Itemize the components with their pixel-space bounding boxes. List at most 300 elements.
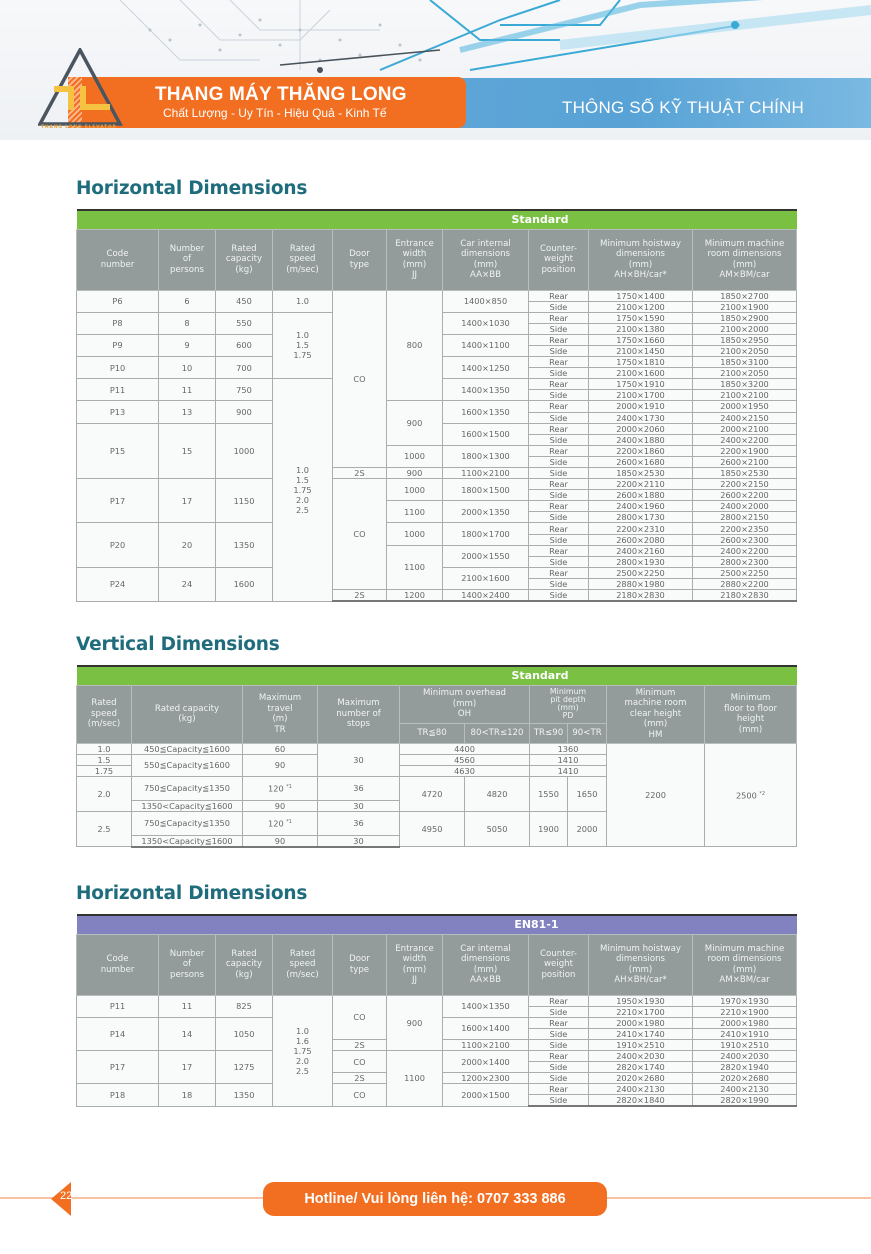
hoistway-cell: 2820×1840: [589, 1095, 693, 1107]
col-pit-over90: 90<TR: [568, 723, 607, 743]
hoistway-cell: 2200×2110: [589, 479, 693, 490]
hoistway-cell: 2410×1740: [589, 1028, 693, 1039]
persons-cell: 13: [159, 401, 216, 423]
counterweight-cell: Side: [529, 1095, 589, 1107]
table-header-row: [77, 229, 797, 290]
counterweight-cell: Rear: [529, 445, 589, 456]
logo-icon: [38, 48, 123, 128]
vertical-dimensions-title: Vertical Dimensions: [76, 634, 280, 655]
counterweight-cell: Side: [529, 412, 589, 423]
floor-height-cell: [705, 743, 797, 847]
machine-height-cell: 2200: [607, 743, 705, 847]
persons-cell: 10: [159, 357, 216, 379]
stops-cell: 30: [318, 743, 400, 776]
hoistway-cell: 2000×1980: [589, 1017, 693, 1028]
code-cell: P13: [77, 401, 159, 423]
door-type-cell: 2S: [333, 1039, 387, 1050]
door-type-cell: 2S: [333, 468, 387, 479]
counterweight-cell: Side: [529, 1039, 589, 1050]
horizontal-dimensions-title: Horizontal Dimensions: [76, 178, 308, 199]
car-dims-cell: 2000×1550: [443, 545, 529, 567]
hoistway-cell: 2000×1910: [589, 401, 693, 412]
speed-cell: 1.0 1.5 1.75 2.0 2.5: [273, 379, 333, 601]
machine-room-cell: 1850×2900: [693, 312, 797, 323]
capacity-cell: 1350<Capacity≦1600: [132, 800, 243, 811]
persons-cell: 20: [159, 523, 216, 567]
page-number: 22: [60, 1190, 73, 1202]
hoistway-cell: 1750×1910: [589, 379, 693, 390]
car-dims-cell: 1600×1350: [443, 401, 529, 423]
col-travel: Maximum travel (m) TR: [243, 685, 318, 743]
hoistway-cell: 2400×2130: [589, 1084, 693, 1095]
capacity-cell: 1050: [216, 1017, 273, 1050]
code-cell: P6: [77, 290, 159, 312]
car-dims-cell: 1600×1500: [443, 423, 529, 445]
machine-room-cell: 2880×2200: [693, 578, 797, 589]
machine-room-cell: 2200×2350: [693, 523, 797, 534]
col-entrance: Entrance width (mm) JJ: [387, 229, 443, 290]
hoistway-cell: 1950×1930: [589, 995, 693, 1006]
machine-room-cell: 2800×2300: [693, 556, 797, 567]
machine-room-cell: 2600×2100: [693, 456, 797, 467]
hoistway-cell: 1910×2510: [589, 1039, 693, 1050]
counterweight-cell: Side: [529, 434, 589, 445]
overhead-cell: 4630: [400, 765, 530, 776]
code-cell: P10: [77, 357, 159, 379]
machine-room-cell: 1850×3100: [693, 357, 797, 368]
col-pit-depth: Minimum pit depth (mm) PD: [530, 685, 607, 723]
machine-room-cell: 2100×1900: [693, 301, 797, 312]
hoistway-cell: 2200×1860: [589, 445, 693, 456]
car-dims-cell: 1400×1250: [443, 357, 529, 379]
hoistway-cell: 2400×2160: [589, 545, 693, 556]
machine-room-cell: 2200×2150: [693, 479, 797, 490]
col-floor-height: Minimum floor to floor height (mm): [705, 685, 797, 743]
machine-room-cell: 2400×2000: [693, 501, 797, 512]
entrance-width-cell: 800: [387, 290, 443, 401]
table-row: [77, 1050, 797, 1061]
code-cell: P11: [77, 995, 159, 1017]
counterweight-cell: Rear: [529, 1084, 589, 1095]
col-overhead: Minimum overhead (mm) OH: [400, 685, 530, 723]
hoistway-cell: 1750×1810: [589, 357, 693, 368]
counterweight-cell: Side: [529, 1028, 589, 1039]
hoistway-cell: 2400×2030: [589, 1050, 693, 1061]
hoistway-cell: 2600×2080: [589, 534, 693, 545]
capacity-cell: 1000: [216, 423, 273, 478]
horizontal-dimensions-en81-title: Horizontal Dimensions: [76, 883, 308, 904]
capacity-cell: 750≦Capacity≦1350: [132, 811, 243, 835]
machine-room-cell: 2100×2000: [693, 323, 797, 334]
page-header: [0, 0, 871, 140]
hoistway-cell: 2100×1600: [589, 368, 693, 379]
col-capacity: Rated capacity (kg): [132, 685, 243, 743]
travel-cell: [243, 776, 318, 800]
hoistway-cell: 2100×1700: [589, 390, 693, 401]
horizontal-standard-table: [76, 209, 797, 602]
machine-room-cell: 2000×1950: [693, 401, 797, 412]
col-door: Door type: [333, 934, 387, 995]
counterweight-cell: Side: [529, 512, 589, 523]
table-row: [77, 523, 797, 534]
machine-room-cell: 1850×2530: [693, 468, 797, 479]
counterweight-cell: Rear: [529, 1017, 589, 1028]
entrance-width-cell: 900: [387, 995, 443, 1050]
col-hoistway: Minimum hoistway dimensions (mm) AH×BH/car*: [589, 229, 693, 290]
travel-cell: 90: [243, 754, 318, 776]
machine-room-cell: 1910×2510: [693, 1039, 797, 1050]
overhead-cell: 4950: [400, 811, 465, 847]
counterweight-cell: Rear: [529, 479, 589, 490]
counterweight-cell: Rear: [529, 334, 589, 345]
car-dims-cell: 2100×1600: [443, 567, 529, 589]
hoistway-cell: 2180×2830: [589, 590, 693, 602]
col-speed: Rated speed (m/sec): [273, 934, 333, 995]
travel-cell: [243, 811, 318, 835]
door-type-cell: CO: [333, 290, 387, 468]
door-type-cell: CO: [333, 1050, 387, 1072]
code-cell: P18: [77, 1084, 159, 1107]
speed-cell: 1.0 1.6 1.75 2.0 2.5: [273, 995, 333, 1106]
entrance-width-cell: 1200: [387, 590, 443, 602]
hoistway-cell: 2800×1930: [589, 556, 693, 567]
machine-room-cell: 2180×2830: [693, 590, 797, 602]
counterweight-cell: Side: [529, 534, 589, 545]
machine-room-cell: 2000×2100: [693, 423, 797, 434]
entrance-width-cell: 1100: [387, 1050, 443, 1106]
col-machine-room: Minimum machine room dimensions (mm) AM×BM/car: [693, 229, 797, 290]
machine-room-cell: 2020×2680: [693, 1073, 797, 1084]
pit-cell: 1410: [530, 765, 607, 776]
door-type-cell: CO: [333, 479, 387, 590]
col-speed: Rated speed (m/sec): [273, 229, 333, 290]
counterweight-cell: Side: [529, 301, 589, 312]
machine-room-cell: 1850×2950: [693, 334, 797, 345]
hoistway-cell: 2100×1450: [589, 345, 693, 356]
counterweight-cell: Side: [529, 468, 589, 479]
hoistway-cell: 2600×1680: [589, 456, 693, 467]
col-hoistway: Minimum hoistway dimensions (mm) AH×BH/car*: [589, 934, 693, 995]
stops-cell: 36: [318, 776, 400, 800]
overhead-cell: 4720: [400, 776, 465, 811]
hoistway-cell: 2880×1980: [589, 578, 693, 589]
speed-cell: 1.0 1.5 1.75: [273, 312, 333, 379]
machine-room-cell: 2000×1980: [693, 1017, 797, 1028]
capacity-cell: 750≦Capacity≦1350: [132, 776, 243, 800]
speed-cell: 2.5: [77, 811, 132, 847]
car-dims-cell: 1400×1350: [443, 379, 529, 401]
table-band-standard: Standard: [77, 210, 797, 229]
speed-cell: 1.5: [77, 754, 132, 765]
machine-room-cell: 1970×1930: [693, 995, 797, 1006]
table-band-standard: Standard: [77, 666, 797, 685]
overhead-cell: 4400: [400, 743, 530, 754]
code-cell: P17: [77, 479, 159, 523]
stops-cell: 30: [318, 800, 400, 811]
door-type-cell: 2S: [333, 1073, 387, 1084]
machine-room-cell: 2200×1900: [693, 445, 797, 456]
car-dims-cell: 1100×2100: [443, 468, 529, 479]
speed-cell: 2.0: [77, 776, 132, 811]
col-persons: Number of persons: [159, 229, 216, 290]
machine-room-cell: 2820×1940: [693, 1062, 797, 1073]
col-entrance: Entrance width (mm) JJ: [387, 934, 443, 995]
persons-cell: 17: [159, 1050, 216, 1083]
machine-room-cell: 2400×2030: [693, 1050, 797, 1061]
counterweight-cell: Side: [529, 345, 589, 356]
hoistway-cell: 1750×1590: [589, 312, 693, 323]
machine-room-cell: 1850×2700: [693, 290, 797, 301]
capacity-cell: 1600: [216, 567, 273, 601]
horizontal-en81-table: [76, 914, 797, 1107]
counterweight-cell: Rear: [529, 423, 589, 434]
hoistway-cell: 2820×1740: [589, 1062, 693, 1073]
counterweight-cell: Side: [529, 323, 589, 334]
capacity-cell: 550: [216, 312, 273, 334]
overhead-cell: 4820: [465, 776, 530, 811]
pit-cell: 1650: [568, 776, 607, 811]
counterweight-cell: Rear: [529, 523, 589, 534]
counterweight-cell: Rear: [529, 995, 589, 1006]
counterweight-cell: Side: [529, 456, 589, 467]
counterweight-cell: Side: [529, 390, 589, 401]
car-dims-cell: 2000×1350: [443, 501, 529, 523]
entrance-width-cell: 1000: [387, 445, 443, 467]
car-dims-cell: 2000×1400: [443, 1050, 529, 1072]
persons-cell: 17: [159, 479, 216, 523]
entrance-width-cell: 1100: [387, 501, 443, 523]
speed-cell: 1.0: [273, 290, 333, 312]
counterweight-cell: Side: [529, 368, 589, 379]
car-dims-cell: 1600×1400: [443, 1017, 529, 1039]
col-car-dims: Car internal dimensions (mm) AA×BB: [443, 934, 529, 995]
code-cell: P24: [77, 567, 159, 601]
footnote-marker: *2: [759, 790, 766, 797]
code-cell: P20: [77, 523, 159, 567]
travel-cell: 60: [243, 743, 318, 754]
door-type-cell: CO: [333, 995, 387, 1039]
machine-room-cell: 2400×2200: [693, 434, 797, 445]
car-dims-cell: 1800×1700: [443, 523, 529, 545]
table-row: [77, 743, 797, 754]
brand-name: THANG MÁY THĂNG LONG: [155, 84, 407, 105]
counterweight-cell: Rear: [529, 290, 589, 301]
travel-value: 120: [268, 783, 284, 794]
col-counterweight: Counter- weight position: [529, 934, 589, 995]
entrance-width-cell: 1100: [387, 545, 443, 589]
col-code: Code number: [77, 934, 159, 995]
hoistway-cell: 2400×1960: [589, 501, 693, 512]
machine-room-cell: 2100×2050: [693, 368, 797, 379]
machine-room-cell: 2400×2130: [693, 1084, 797, 1095]
counterweight-cell: Rear: [529, 501, 589, 512]
machine-room-cell: 2820×1990: [693, 1095, 797, 1107]
overhead-cell: 4560: [400, 754, 530, 765]
counterweight-cell: Rear: [529, 567, 589, 578]
car-dims-cell: 1400×1350: [443, 995, 529, 1017]
speed-cell: 1.0: [77, 743, 132, 754]
pit-cell: 1550: [530, 776, 568, 811]
counterweight-cell: Side: [529, 490, 589, 501]
pit-cell: 2000: [568, 811, 607, 847]
entrance-width-cell: 900: [387, 468, 443, 479]
table-row: [77, 479, 797, 490]
hoistway-cell: 2210×1700: [589, 1006, 693, 1017]
machine-room-cell: 2500×2250: [693, 567, 797, 578]
car-dims-cell: 1400×850: [443, 290, 529, 312]
persons-cell: 11: [159, 995, 216, 1017]
hoistway-cell: 2400×1880: [589, 434, 693, 445]
travel-cell: 90: [243, 800, 318, 811]
machine-room-cell: 2100×2050: [693, 345, 797, 356]
persons-cell: 24: [159, 567, 216, 601]
hoistway-cell: 2200×2310: [589, 523, 693, 534]
counterweight-cell: Side: [529, 578, 589, 589]
pit-cell: 1900: [530, 811, 568, 847]
code-cell: P8: [77, 312, 159, 334]
speed-cell: 1.75: [77, 765, 132, 776]
capacity-cell: 900: [216, 401, 273, 423]
hoistway-cell: 1850×2530: [589, 468, 693, 479]
machine-room-cell: 2210×1900: [693, 1006, 797, 1017]
capacity-cell: 1275: [216, 1050, 273, 1083]
capacity-cell: 550≦Capacity≦1600: [132, 754, 243, 776]
hoistway-cell: 2500×2250: [589, 567, 693, 578]
door-type-cell: 2S: [333, 590, 387, 602]
col-counterweight: Counter- weight position: [529, 229, 589, 290]
col-speed: Rated speed (m/sec): [77, 685, 132, 743]
table-row: [77, 290, 797, 301]
capacity-cell: 1350: [216, 523, 273, 567]
machine-room-cell: 2600×2200: [693, 490, 797, 501]
col-overhead-tr120: 80<TR≤120: [465, 723, 530, 743]
counterweight-cell: Side: [529, 1006, 589, 1017]
code-cell: P17: [77, 1050, 159, 1083]
table-row: [77, 401, 797, 412]
hoistway-cell: 2400×1730: [589, 412, 693, 423]
col-machine-height: Minimum machine room clear height (mm) HM: [607, 685, 705, 743]
stops-cell: 30: [318, 835, 400, 847]
car-dims-cell: 1100×2100: [443, 1039, 529, 1050]
code-cell: P11: [77, 379, 159, 401]
col-machine-room: Minimum machine room dimensions (mm) AM×BM/car: [693, 934, 797, 995]
capacity-cell: 825: [216, 995, 273, 1017]
capacity-cell: 1350<Capacity≦1600: [132, 835, 243, 847]
entrance-width-cell: 900: [387, 401, 443, 445]
counterweight-cell: Rear: [529, 401, 589, 412]
footnote-marker: *1: [286, 784, 292, 791]
car-dims-cell: 1400×2400: [443, 590, 529, 602]
section-title: THÔNG SỐ KỸ THUẬT CHÍNH: [562, 98, 804, 117]
vertical-standard-table: [76, 665, 797, 848]
persons-cell: 6: [159, 290, 216, 312]
hoistway-cell: 2800×1730: [589, 512, 693, 523]
overhead-cell: 5050: [465, 811, 530, 847]
capacity-cell: 450≦Capacity≦1600: [132, 743, 243, 754]
counterweight-cell: Rear: [529, 379, 589, 390]
car-dims-cell: 2000×1500: [443, 1084, 529, 1107]
logo-caption: THANG LONG ELEVATOR: [41, 125, 117, 130]
door-type-cell: CO: [333, 1084, 387, 1107]
travel-cell: 90: [243, 835, 318, 847]
hoistway-cell: 2100×1380: [589, 323, 693, 334]
code-cell: P14: [77, 1017, 159, 1050]
counterweight-cell: Side: [529, 556, 589, 567]
capacity-cell: 450: [216, 290, 273, 312]
persons-cell: 14: [159, 1017, 216, 1050]
col-car-dims: Car internal dimensions (mm) AA×BB: [443, 229, 529, 290]
hoistway-cell: 2100×1200: [589, 301, 693, 312]
persons-cell: 18: [159, 1084, 216, 1107]
hoistway-cell: 1750×1400: [589, 290, 693, 301]
capacity-cell: 1350: [216, 1084, 273, 1107]
persons-cell: 15: [159, 423, 216, 478]
car-dims-cell: 1800×1300: [443, 445, 529, 467]
machine-room-cell: 2100×2100: [693, 390, 797, 401]
hoistway-cell: 1750×1660: [589, 334, 693, 345]
travel-value: 120: [268, 818, 284, 829]
pit-cell: 1360: [530, 743, 607, 754]
stops-cell: 36: [318, 811, 400, 835]
counterweight-cell: Side: [529, 1073, 589, 1084]
col-overhead-tr80: TR≦80: [400, 723, 465, 743]
entrance-width-cell: 1000: [387, 479, 443, 501]
capacity-cell: 600: [216, 334, 273, 356]
counterweight-cell: Side: [529, 590, 589, 602]
persons-cell: 11: [159, 379, 216, 401]
counterweight-cell: Rear: [529, 312, 589, 323]
hoistway-cell: 2000×2060: [589, 423, 693, 434]
code-cell: P15: [77, 423, 159, 478]
table-band-en81: EN81-1: [77, 915, 797, 934]
hotline-badge[interactable]: Hotline/ Vui lòng liên hệ: 0707 333 886: [263, 1182, 607, 1216]
capacity-cell: 750: [216, 379, 273, 401]
col-code: Code number: [77, 229, 159, 290]
capacity-cell: 700: [216, 357, 273, 379]
persons-cell: 8: [159, 312, 216, 334]
brand-slogan: Chất Lượng - Uy Tín - Hiệu Quả - Kinh Tế: [163, 106, 387, 120]
pit-cell: 1410: [530, 754, 607, 765]
code-cell: P9: [77, 334, 159, 356]
machine-room-cell: 2410×1910: [693, 1028, 797, 1039]
car-dims-cell: 1400×1030: [443, 312, 529, 334]
counterweight-cell: Rear: [529, 545, 589, 556]
counterweight-cell: Side: [529, 1062, 589, 1073]
car-dims-cell: 1400×1100: [443, 334, 529, 356]
hoistway-cell: 2020×2680: [589, 1073, 693, 1084]
machine-room-cell: 1850×3200: [693, 379, 797, 390]
table-row: [77, 995, 797, 1006]
col-persons: Number of persons: [159, 934, 216, 995]
col-capacity: Rated capacity (kg): [216, 229, 273, 290]
col-door: Door type: [333, 229, 387, 290]
machine-room-cell: 2400×2200: [693, 545, 797, 556]
col-pit-tr90: TR≤90: [530, 723, 568, 743]
footnote-marker: *1: [286, 819, 292, 826]
floor-height-value: 2500: [735, 790, 757, 801]
car-dims-cell: 1800×1500: [443, 479, 529, 501]
hoistway-cell: 2600×1880: [589, 490, 693, 501]
counterweight-cell: Rear: [529, 1050, 589, 1061]
machine-room-cell: 2800×2150: [693, 512, 797, 523]
capacity-cell: 1150: [216, 479, 273, 523]
col-stops: Maximum number of stops: [318, 685, 400, 743]
col-capacity: Rated capacity (kg): [216, 934, 273, 995]
counterweight-cell: Rear: [529, 357, 589, 368]
machine-room-cell: 2400×2150: [693, 412, 797, 423]
machine-room-cell: 2600×2300: [693, 534, 797, 545]
persons-cell: 9: [159, 334, 216, 356]
